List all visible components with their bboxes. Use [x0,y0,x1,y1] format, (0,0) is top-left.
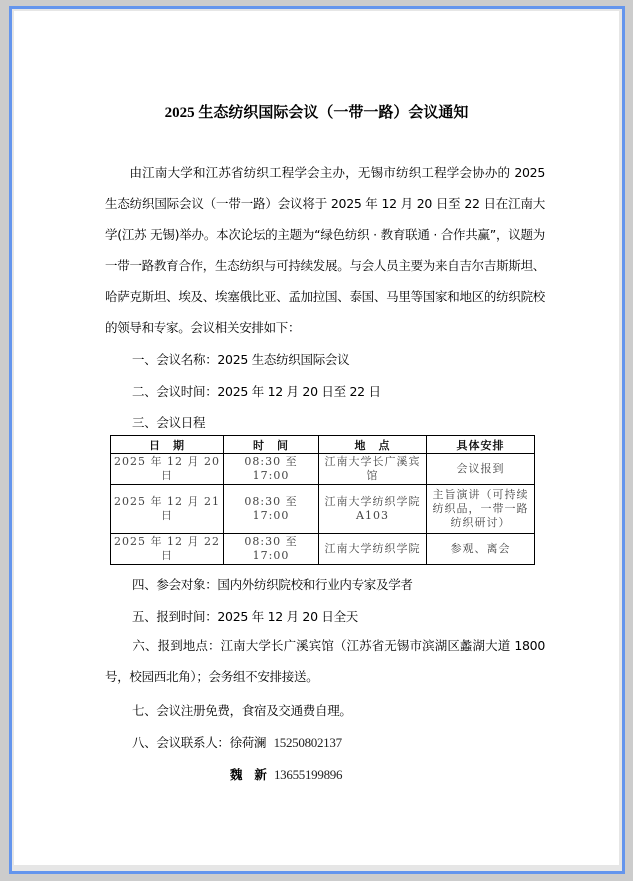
item-label: 二、会议时间： [132,384,218,399]
cell-date: 2025 年 12 月 20 日 [111,454,224,485]
item-value: 国内外纺织院校和行业内专家及学者 [217,577,413,592]
cell-location: 江南大学长广溪宾馆 [319,454,427,485]
header-time: 时 间 [224,436,319,454]
cell-arrangement: 主旨演讲（可持续纺织品，一带一路纺织研讨） [427,485,535,534]
item-fees [132,701,352,719]
header-location: 地 点 [319,436,427,454]
contact-phone: 13655199896 [273,767,343,782]
table-row [111,454,535,485]
cell-time: 08:30 至 17:00 [224,485,319,534]
contact-name: 徐荷澜 [229,735,267,750]
item-label: 八、会议联系人： [132,735,230,750]
item-checkin-place [105,630,545,692]
cell-date: 2025 年 12 月 21 日 [111,485,224,534]
cell-time: 08:30 至 17:00 [224,534,319,565]
table-row [111,534,535,565]
cell-location: 江南大学纺织学院 [319,534,427,565]
intro-text: 由江南大学和江苏省纺织工程学会主办，无锡市纺织工程学会协办的 2025 生态纺织国际会议（一带一路）会议将于 2025 年 12 月 20 日至 22 日在江南大学(江苏 无锡)举办。本次论坛的主题为“绿色纺织 · 教育联通 · 合作共赢”，议题为一带一路教育合作，生态纺织与可持续发展。与会人员主要为来自吉尔吉斯斯坦、哈萨克斯坦、埃及、埃塞俄比亚、孟加拉国、泰国、马里等国家和地区的纺织院校的领导和专家。会议相关安排如下： [105,165,545,335]
item-value: 江南大学长广溪宾馆（江苏省无锡市滨湖区蠡湖大道 1800 号，校园西北角）；会务组不安排接送。 [105,638,545,684]
cell-location: 江南大学纺织学院 A103 [319,485,427,534]
item-audience [132,575,413,593]
page-title: 2025 生态纺织国际会议（一带一路）会议通知 [164,105,469,121]
cell-date: 2025 年 12 月 22 日 [111,534,224,565]
item-value: 2025 生态纺织国际会议 [217,352,350,367]
item-label: 三、会议日程 [132,415,206,430]
contact-name: 魏 新 [230,767,267,782]
table-row [111,485,535,534]
item-value: 2025 年 12 月 20 日至 22 日 [217,384,381,399]
item-value: 2025 年 12 月 20 日全天 [217,609,358,624]
item-label: 五、报到时间： [132,609,218,624]
item-schedule-heading [132,413,205,431]
document-page [14,11,619,865]
item-meeting-name [132,350,349,368]
schedule-table [110,435,535,565]
item-label: 四、参会对象： [132,577,218,592]
item-checkin-time [132,607,358,625]
item-label: 六、报到地点： [132,638,221,653]
header-arrangement: 具体安排 [427,436,535,454]
cell-time: 08:30 至 17:00 [224,454,319,485]
cell-arrangement: 参观、离会 [427,534,535,565]
item-label: 七、会议注册免费，食宿及交通费自理。 [132,703,352,718]
header-date: 日 期 [111,436,224,454]
item-label: 一、会议名称： [132,352,218,367]
contact-phone: 15250802137 [273,735,342,750]
table-header-row [111,436,535,454]
cell-arrangement: 会议报到 [427,454,535,485]
document-frame [9,6,625,874]
intro-paragraph [105,157,545,343]
item-contact-2 [230,765,342,783]
item-meeting-time [132,382,381,400]
item-contacts [132,733,342,751]
